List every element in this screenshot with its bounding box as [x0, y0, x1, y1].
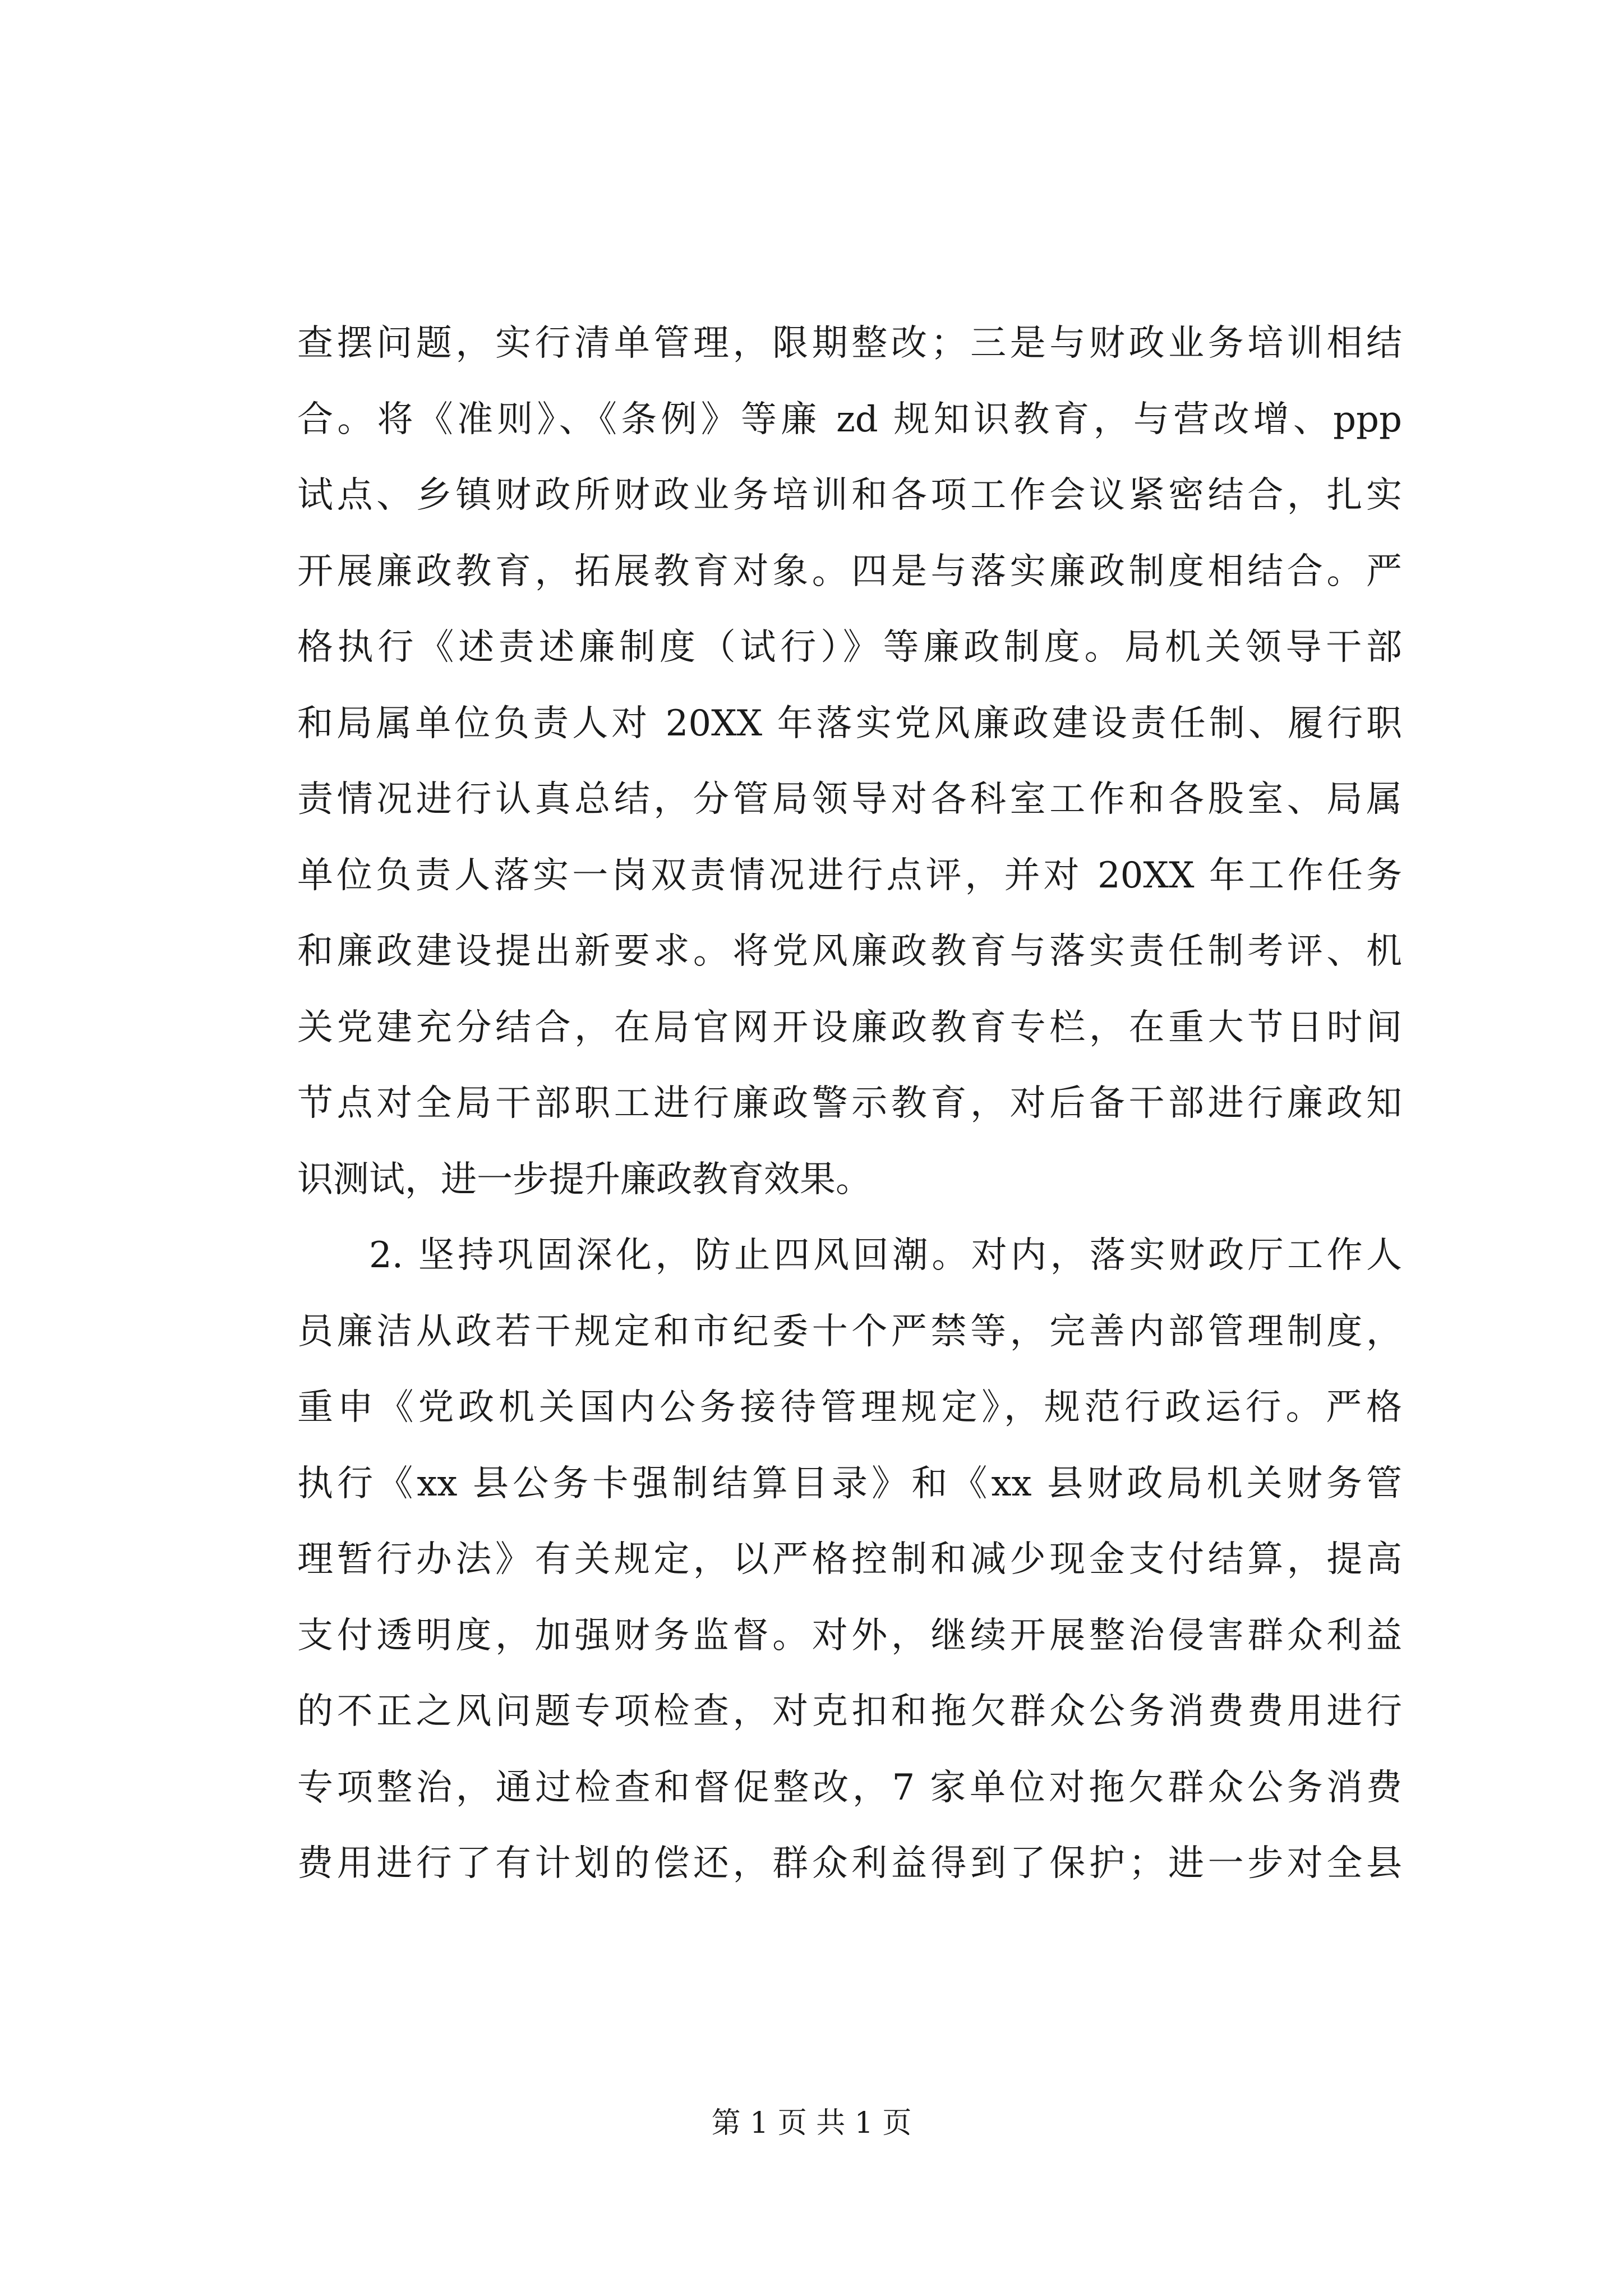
text-line: 识测试，进一步提升廉政教育效果。 — [297, 1158, 872, 1200]
text-line: 的不正之风问题专项检查，对克扣和拖欠群众公务消费费用进行 — [297, 1691, 1402, 1732]
text-line: 和局属单位负责人对 20XX 年落实党风廉政建设责任制、履行职 — [297, 702, 1402, 744]
text-line: 2. 坚持巩固深化，防止四风回潮。对内，落实财政厅工作人 — [369, 1235, 1402, 1276]
text-line: 重申《党政机关国内公务接待管理规定》，规范行政运行。严格 — [297, 1387, 1402, 1428]
text-line: 支付透明度，加强财务监督。对外，继续开展整治侵害群众利益 — [297, 1614, 1402, 1657]
page-footer — [0, 2106, 1623, 2140]
text-line: 理暂行办法》有关规定，以严格控制和减少现金支付结算，提高 — [297, 1539, 1402, 1580]
text-line: 开展廉政教育，拓展教育对象。四是与落实廉政制度相结合。严 — [297, 550, 1402, 592]
text-line: 查摆问题，实行清单管理，限期整改；三是与财政业务培训相结 — [297, 323, 1402, 364]
text-line: 试点、乡镇财政所财政业务培训和各项工作会议紧密结合，扎实 — [297, 475, 1402, 516]
text-line: 节点对全局干部职工进行廉政警示教育，对后备干部进行廉政知 — [297, 1083, 1402, 1124]
text-line: 合。将《准则》、《条例》等廉 zd 规知识教育，与营改增、ppp — [297, 398, 1402, 440]
body-text — [297, 306, 1402, 1902]
text-line: 和廉政建设提出新要求。将党风廉政教育与落实责任制考评、机 — [297, 931, 1402, 972]
text-line: 关党建充分结合，在局官网开设廉政教育专栏，在重大节日时间 — [297, 1006, 1402, 1048]
text-line: 专项整治，通过检查和督促整改，7 家单位对拖欠群众公务消费 — [297, 1766, 1402, 1809]
text-line: 责情况进行认真总结，分管局领导对各科室工作和各股室、局属 — [297, 779, 1402, 820]
page-number-label: 第 1 页 共 1 页 — [711, 2106, 912, 2140]
text-line: 单位负责人落实一岗双责情况进行点评，并对 20XX 年工作任务 — [297, 854, 1402, 896]
text-line: 费用进行了有计划的偿还，群众利益得到了保护；进一步对全县 — [297, 1843, 1402, 1884]
text-line: 格执行《述责述廉制度（试行）》等廉政制度。局机关领导干部 — [297, 627, 1402, 668]
text-line: 员廉洁从政若干规定和市纪委十个严禁等，完善内部管理制度， — [297, 1310, 1402, 1352]
text-line: 执行《xx 县公务卡强制结算目录》和《xx 县财政局机关财务管 — [297, 1462, 1402, 1504]
